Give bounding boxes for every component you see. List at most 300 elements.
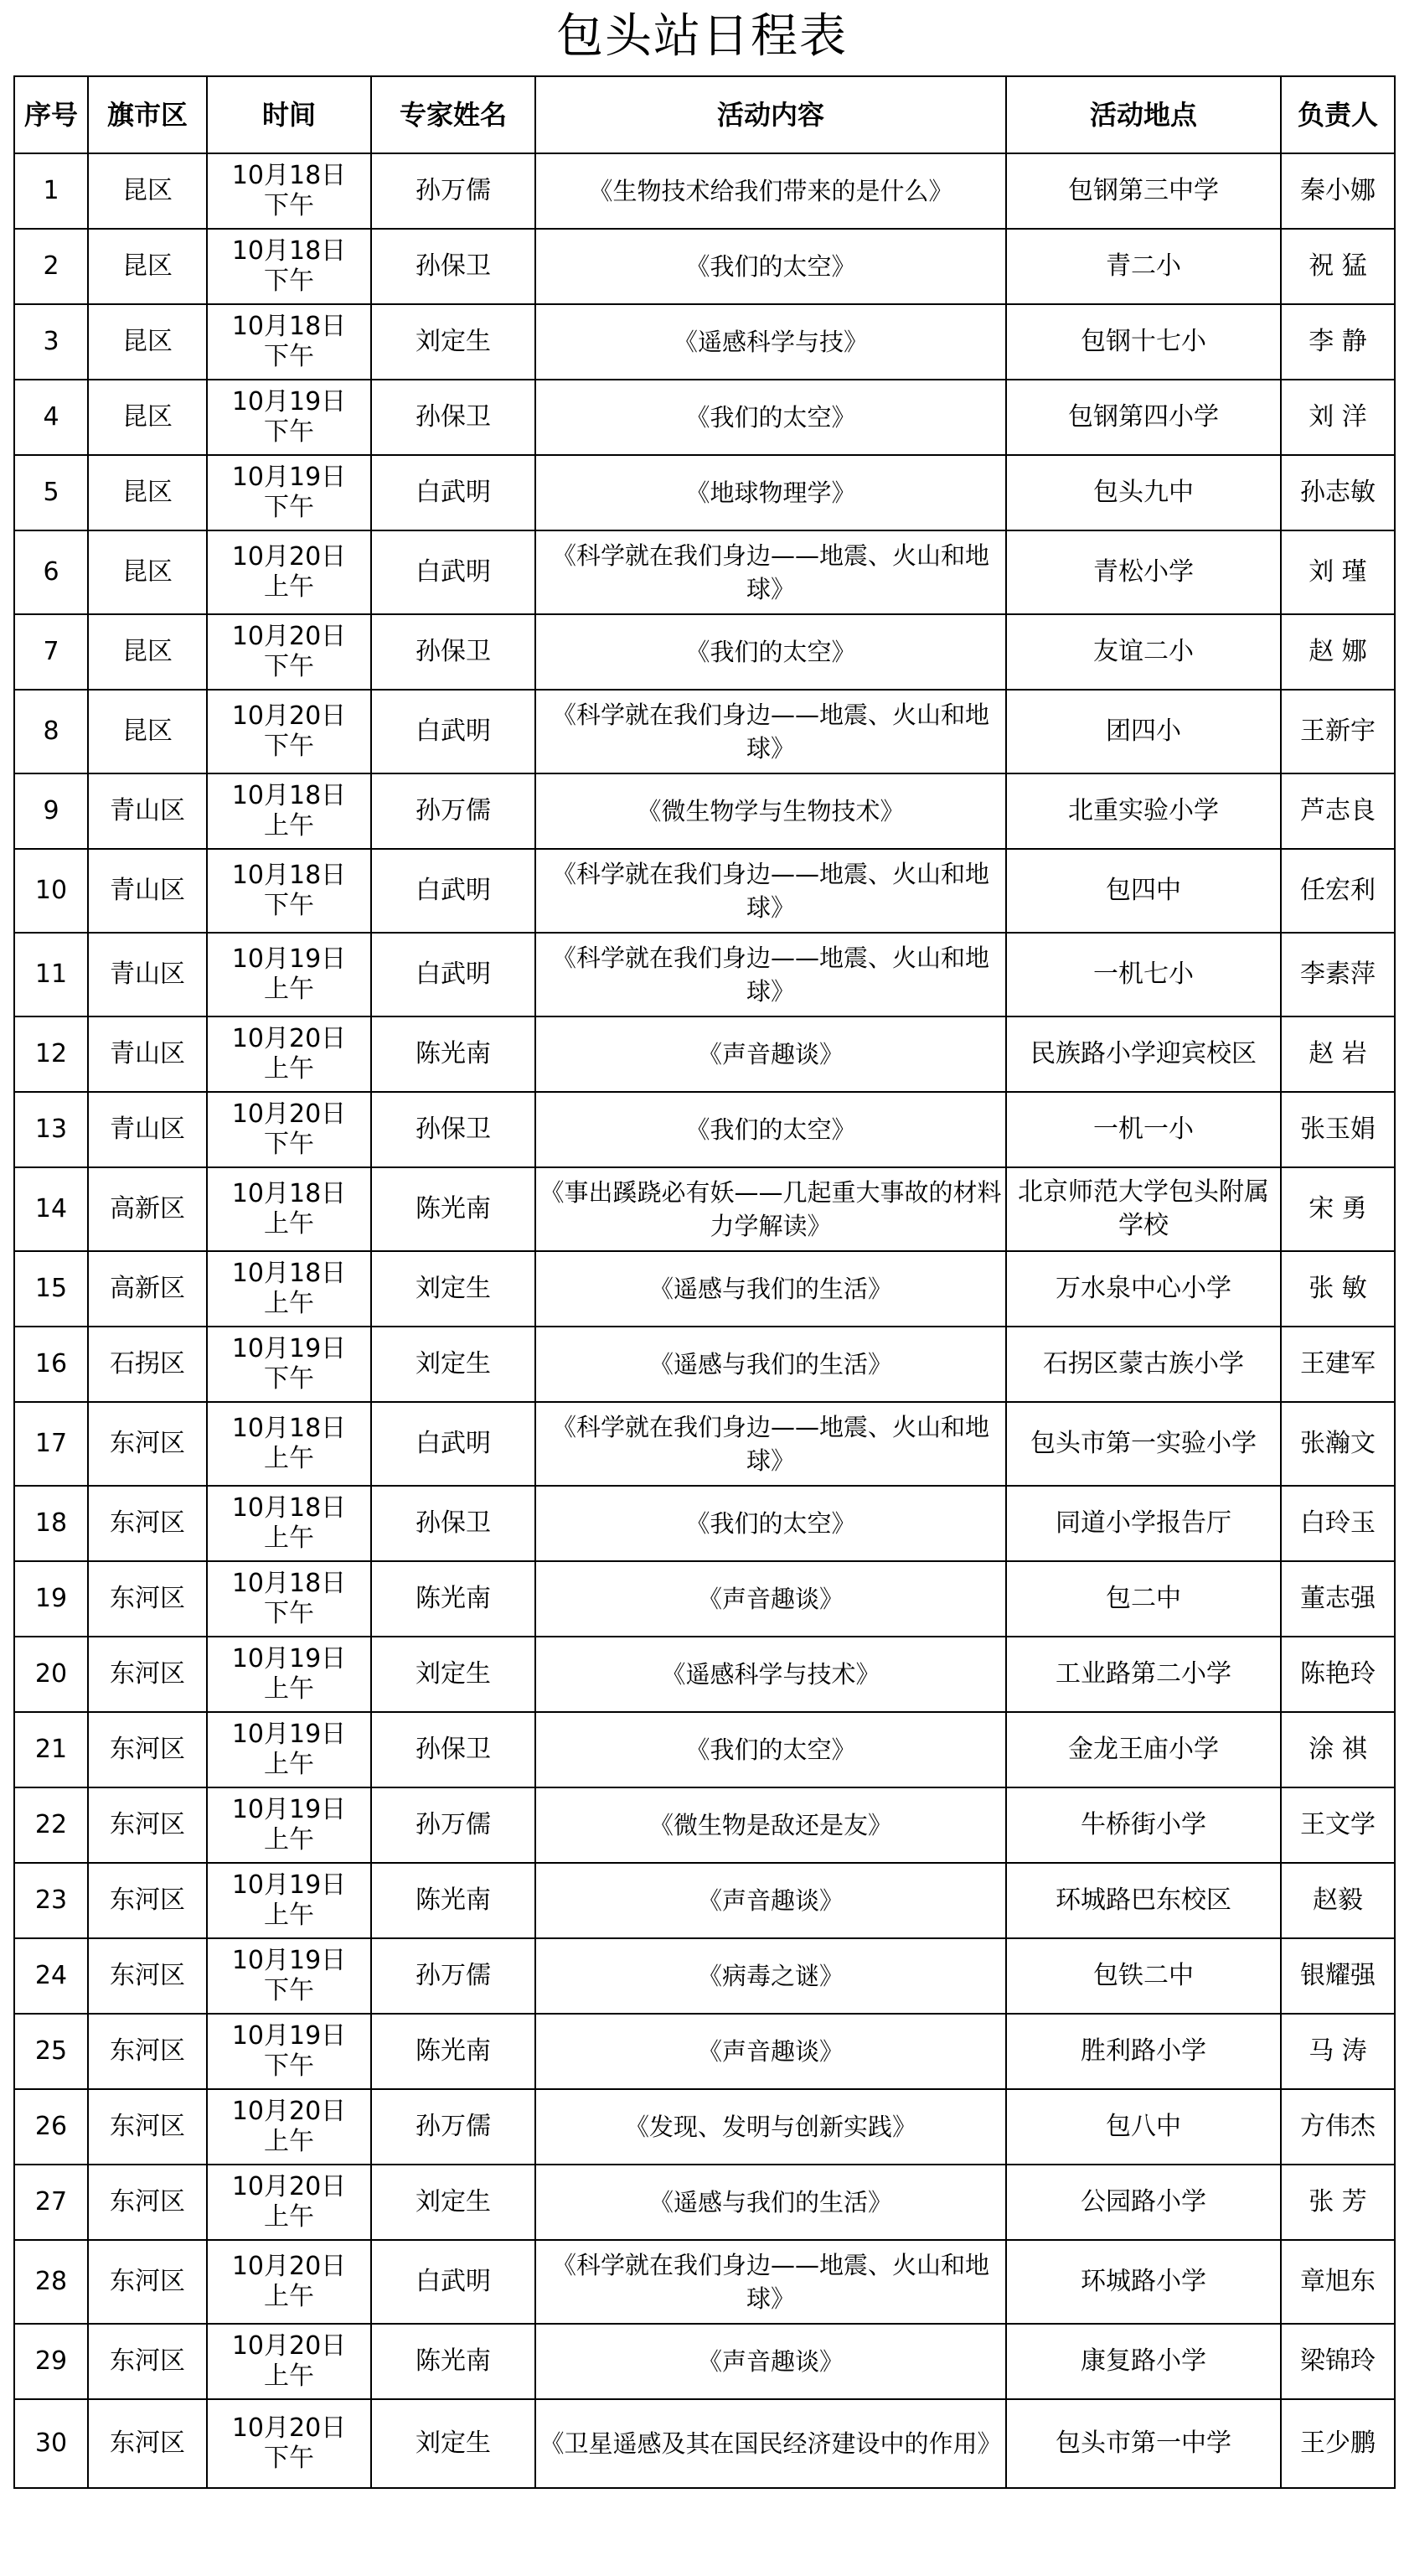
- table-row: [14, 1863, 1395, 1938]
- cell-lead: 李素萍: [1281, 933, 1395, 1016]
- cell-ampm: 上午: [264, 975, 314, 1004]
- cell-lead: 芦志良: [1281, 773, 1395, 849]
- header-no: 序号: [14, 76, 88, 153]
- table-body: [14, 153, 1395, 2488]
- cell-lead: 李 静: [1281, 304, 1395, 380]
- cell-time: [207, 773, 371, 849]
- cell-date: 10月18日: [231, 861, 347, 890]
- cell-time: [207, 1167, 371, 1251]
- header-district: 旗市区: [88, 76, 207, 153]
- cell-no: 30: [14, 2399, 88, 2488]
- table-row: [14, 1016, 1395, 1092]
- cell-date: 10月18日: [231, 312, 347, 341]
- header-place: 活动地点: [1006, 76, 1281, 153]
- cell-lead: 刘 洋: [1281, 380, 1395, 455]
- table-row: [14, 2014, 1395, 2089]
- cell-place: 友谊二小: [1006, 614, 1281, 690]
- table-row: [14, 1251, 1395, 1327]
- cell-ampm: 上午: [264, 1825, 314, 1854]
- cell-no: 16: [14, 1327, 88, 1402]
- cell-expert: 白武明: [371, 2240, 535, 2324]
- cell-district: 东河区: [88, 1637, 207, 1712]
- header-content: 活动内容: [535, 76, 1006, 153]
- cell-expert: 刘定生: [371, 1327, 535, 1402]
- table-row: [14, 849, 1395, 933]
- cell-no: 21: [14, 1712, 88, 1787]
- cell-content: 《卫星遥感及其在国民经济建设中的作用》: [535, 2399, 1006, 2488]
- cell-place: 牛桥街小学: [1006, 1787, 1281, 1863]
- cell-no: 1: [14, 153, 88, 229]
- cell-lead: 马 涛: [1281, 2014, 1395, 2089]
- cell-no: 7: [14, 614, 88, 690]
- cell-lead: 陈艳玲: [1281, 1637, 1395, 1712]
- cell-no: 12: [14, 1016, 88, 1092]
- table-row: [14, 229, 1395, 304]
- cell-ampm: 下午: [264, 732, 314, 761]
- cell-ampm: 上午: [264, 1289, 314, 1318]
- cell-time: [207, 1402, 371, 1486]
- cell-no: 19: [14, 1561, 88, 1637]
- table-row: [14, 153, 1395, 229]
- cell-time: [207, 2165, 371, 2240]
- cell-time: [207, 455, 371, 530]
- cell-time: [207, 690, 371, 773]
- cell-district: 昆区: [88, 304, 207, 380]
- cell-lead: 梁锦玲: [1281, 2324, 1395, 2399]
- cell-lead: 张瀚文: [1281, 1402, 1395, 1486]
- cell-ampm: 下午: [264, 1976, 314, 2005]
- cell-date: 10月19日: [231, 1870, 347, 1900]
- cell-date: 10月20日: [231, 1024, 347, 1053]
- cell-content: 《病毒之谜》: [535, 1938, 1006, 2014]
- cell-content: 《我们的太空》: [535, 1092, 1006, 1167]
- cell-district: 青山区: [88, 1092, 207, 1167]
- cell-no: 8: [14, 690, 88, 773]
- cell-ampm: 上午: [264, 1209, 314, 1239]
- cell-ampm: 下午: [264, 1364, 314, 1394]
- cell-place: 团四小: [1006, 690, 1281, 773]
- cell-district: 高新区: [88, 1251, 207, 1327]
- cell-no: 15: [14, 1251, 88, 1327]
- cell-expert: 白武明: [371, 933, 535, 1016]
- cell-content: 《科学就在我们身边——地震、火山和地球》: [535, 2240, 1006, 2324]
- cell-date: 10月18日: [231, 781, 347, 810]
- cell-date: 10月19日: [231, 2021, 347, 2051]
- cell-ampm: 下午: [264, 1130, 314, 1159]
- table-row: [14, 690, 1395, 773]
- cell-time: [207, 1637, 371, 1712]
- header-lead: 负责人: [1281, 76, 1395, 153]
- cell-place: 石拐区蒙古族小学: [1006, 1327, 1281, 1402]
- cell-district: 昆区: [88, 455, 207, 530]
- header-row: [14, 76, 1395, 153]
- cell-time: [207, 1787, 371, 1863]
- cell-district: 昆区: [88, 530, 207, 614]
- cell-district: 东河区: [88, 1402, 207, 1486]
- cell-place: 包钢第四小学: [1006, 380, 1281, 455]
- cell-lead: 赵 岩: [1281, 1016, 1395, 1092]
- cell-place: 康复路小学: [1006, 2324, 1281, 2399]
- cell-place: 环城路巴东校区: [1006, 1863, 1281, 1938]
- cell-expert: 孙保卫: [371, 1092, 535, 1167]
- cell-district: 东河区: [88, 2165, 207, 2240]
- cell-lead: 章旭东: [1281, 2240, 1395, 2324]
- cell-expert: 刘定生: [371, 1251, 535, 1327]
- cell-content: 《我们的太空》: [535, 380, 1006, 455]
- table-row: [14, 2240, 1395, 2324]
- cell-content: 《微生物是敌还是友》: [535, 1787, 1006, 1863]
- cell-time: [207, 614, 371, 690]
- cell-place: 包钢第三中学: [1006, 153, 1281, 229]
- table-row: [14, 2089, 1395, 2165]
- cell-expert: 孙万儒: [371, 1938, 535, 2014]
- cell-date: 10月20日: [231, 622, 347, 651]
- cell-ampm: 下午: [264, 891, 314, 920]
- cell-district: 高新区: [88, 1167, 207, 1251]
- cell-content: 《遥感与我们的生活》: [535, 2165, 1006, 2240]
- cell-lead: 涂 祺: [1281, 1712, 1395, 1787]
- table-row: [14, 2165, 1395, 2240]
- cell-ampm: 上午: [264, 2282, 314, 2311]
- cell-district: 昆区: [88, 380, 207, 455]
- cell-lead: 白玲玉: [1281, 1486, 1395, 1561]
- cell-place: 万水泉中心小学: [1006, 1251, 1281, 1327]
- cell-time: [207, 2240, 371, 2324]
- cell-district: 昆区: [88, 153, 207, 229]
- table-row: [14, 1712, 1395, 1787]
- cell-expert: 孙万儒: [371, 153, 535, 229]
- cell-ampm: 下午: [264, 493, 314, 522]
- cell-content: 《遥感科学与技术》: [535, 1637, 1006, 1712]
- cell-place: 北重实验小学: [1006, 773, 1281, 849]
- cell-place: 包二中: [1006, 1561, 1281, 1637]
- table-row: [14, 1637, 1395, 1712]
- cell-expert: 刘定生: [371, 2399, 535, 2488]
- cell-expert: 陈光南: [371, 2324, 535, 2399]
- cell-expert: 孙万儒: [371, 773, 535, 849]
- table-row: [14, 1092, 1395, 1167]
- cell-lead: 张玉娟: [1281, 1092, 1395, 1167]
- cell-date: 10月20日: [231, 2252, 347, 2281]
- cell-lead: 张 芳: [1281, 2165, 1395, 2240]
- cell-district: 东河区: [88, 2240, 207, 2324]
- table-row: [14, 1402, 1395, 1486]
- cell-place: 包八中: [1006, 2089, 1281, 2165]
- cell-date: 10月20日: [231, 2097, 347, 2126]
- cell-time: [207, 1486, 371, 1561]
- table-row: [14, 1486, 1395, 1561]
- cell-district: 东河区: [88, 1712, 207, 1787]
- cell-content: 《遥感与我们的生活》: [535, 1327, 1006, 1402]
- cell-expert: 白武明: [371, 455, 535, 530]
- cell-no: 26: [14, 2089, 88, 2165]
- cell-date: 10月20日: [231, 2331, 347, 2361]
- cell-time: [207, 153, 371, 229]
- cell-date: 10月18日: [231, 161, 347, 190]
- cell-expert: 陈光南: [371, 1167, 535, 1251]
- cell-no: 3: [14, 304, 88, 380]
- cell-content: 《我们的太空》: [535, 614, 1006, 690]
- cell-ampm: 上午: [264, 1750, 314, 1779]
- cell-date: 10月19日: [231, 387, 347, 416]
- cell-district: 东河区: [88, 1787, 207, 1863]
- cell-ampm: 上午: [264, 1901, 314, 1930]
- cell-date: 10月18日: [231, 1414, 347, 1443]
- cell-place: 同道小学报告厅: [1006, 1486, 1281, 1561]
- cell-district: 东河区: [88, 1938, 207, 2014]
- header-expert: 专家姓名: [371, 76, 535, 153]
- cell-time: [207, 1327, 371, 1402]
- cell-content: 《声音趣谈》: [535, 1863, 1006, 1938]
- cell-lead: 宋 勇: [1281, 1167, 1395, 1251]
- cell-content: 《遥感科学与技》: [535, 304, 1006, 380]
- cell-time: [207, 380, 371, 455]
- cell-place: 包头市第一实验小学: [1006, 1402, 1281, 1486]
- cell-lead: 任宏利: [1281, 849, 1395, 933]
- cell-expert: 白武明: [371, 849, 535, 933]
- cell-date: 10月19日: [231, 1720, 347, 1749]
- header-time: 时间: [207, 76, 371, 153]
- cell-no: 2: [14, 229, 88, 304]
- cell-ampm: 下午: [264, 2444, 314, 2473]
- cell-date: 10月18日: [231, 236, 347, 266]
- cell-place: 一机一小: [1006, 1092, 1281, 1167]
- table-row: [14, 2324, 1395, 2399]
- cell-content: 《事出蹊跷必有妖——几起重大事故的材料力学解读》: [535, 1167, 1006, 1251]
- cell-district: 昆区: [88, 229, 207, 304]
- cell-content: 《地球物理学》: [535, 455, 1006, 530]
- cell-content: 《科学就在我们身边——地震、火山和地球》: [535, 849, 1006, 933]
- cell-no: 28: [14, 2240, 88, 2324]
- cell-ampm: 下午: [264, 342, 314, 371]
- cell-expert: 陈光南: [371, 1016, 535, 1092]
- cell-no: 24: [14, 1938, 88, 2014]
- table-row: [14, 614, 1395, 690]
- cell-place: 胜利路小学: [1006, 2014, 1281, 2089]
- cell-place: 金龙王庙小学: [1006, 1712, 1281, 1787]
- cell-time: [207, 1938, 371, 2014]
- cell-no: 17: [14, 1402, 88, 1486]
- cell-date: 10月20日: [231, 701, 347, 731]
- cell-lead: 王建军: [1281, 1327, 1395, 1402]
- cell-date: 10月19日: [231, 1334, 347, 1363]
- table-row: [14, 2399, 1395, 2488]
- cell-content: 《科学就在我们身边——地震、火山和地球》: [535, 530, 1006, 614]
- cell-content: 《声音趣谈》: [535, 1016, 1006, 1092]
- cell-ampm: 下午: [264, 652, 314, 681]
- cell-time: [207, 849, 371, 933]
- cell-date: 10月19日: [231, 1795, 347, 1824]
- cell-lead: 王文学: [1281, 1787, 1395, 1863]
- cell-no: 5: [14, 455, 88, 530]
- cell-place: 包头九中: [1006, 455, 1281, 530]
- cell-place: 包铁二中: [1006, 1938, 1281, 2014]
- cell-ampm: 上午: [264, 2361, 314, 2391]
- cell-ampm: 上午: [264, 2127, 314, 2156]
- cell-no: 18: [14, 1486, 88, 1561]
- cell-place: 一机七小: [1006, 933, 1281, 1016]
- page-title: 包头站日程表: [556, 9, 848, 64]
- cell-place: 包四中: [1006, 849, 1281, 933]
- cell-date: 10月18日: [231, 1493, 347, 1523]
- cell-place: 包头市第一中学: [1006, 2399, 1281, 2488]
- cell-time: [207, 1712, 371, 1787]
- cell-district: 东河区: [88, 1561, 207, 1637]
- cell-district: 青山区: [88, 773, 207, 849]
- cell-no: 11: [14, 933, 88, 1016]
- cell-expert: 孙保卫: [371, 614, 535, 690]
- cell-time: [207, 933, 371, 1016]
- cell-lead: 王少鹏: [1281, 2399, 1395, 2488]
- cell-lead: 张 敏: [1281, 1251, 1395, 1327]
- cell-date: 10月20日: [231, 2172, 347, 2201]
- cell-expert: 孙保卫: [371, 1486, 535, 1561]
- cell-expert: 陈光南: [371, 1561, 535, 1637]
- schedule-table: [13, 75, 1396, 2489]
- table-row: [14, 773, 1395, 849]
- cell-lead: 刘 瑾: [1281, 530, 1395, 614]
- table-row: [14, 1787, 1395, 1863]
- cell-expert: 白武明: [371, 530, 535, 614]
- cell-place: 环城路小学: [1006, 2240, 1281, 2324]
- table-row: [14, 304, 1395, 380]
- cell-ampm: 下午: [264, 1599, 314, 1628]
- cell-place: 北京师范大学包头附属学校: [1006, 1167, 1281, 1251]
- cell-expert: 孙万儒: [371, 1787, 535, 1863]
- cell-district: 东河区: [88, 2399, 207, 2488]
- cell-district: 东河区: [88, 2324, 207, 2399]
- table-row: [14, 1167, 1395, 1251]
- table-row: [14, 1561, 1395, 1637]
- cell-expert: 刘定生: [371, 1637, 535, 1712]
- cell-time: [207, 2014, 371, 2089]
- cell-expert: 白武明: [371, 690, 535, 773]
- cell-content: 《发现、发明与创新实践》: [535, 2089, 1006, 2165]
- cell-expert: 陈光南: [371, 2014, 535, 2089]
- cell-no: 13: [14, 1092, 88, 1167]
- cell-time: [207, 1092, 371, 1167]
- cell-place: 青二小: [1006, 229, 1281, 304]
- cell-time: [207, 229, 371, 304]
- cell-no: 20: [14, 1637, 88, 1712]
- cell-time: [207, 1251, 371, 1327]
- cell-no: 22: [14, 1787, 88, 1863]
- cell-no: 14: [14, 1167, 88, 1251]
- cell-ampm: 上午: [264, 2202, 314, 2232]
- cell-content: 《生物技术给我们带来的是什么》: [535, 153, 1006, 229]
- cell-place: 青松小学: [1006, 530, 1281, 614]
- cell-expert: 孙保卫: [371, 1712, 535, 1787]
- cell-date: 10月20日: [231, 1099, 347, 1129]
- cell-content: 《科学就在我们身边——地震、火山和地球》: [535, 1402, 1006, 1486]
- cell-expert: 白武明: [371, 1402, 535, 1486]
- cell-district: 昆区: [88, 614, 207, 690]
- cell-no: 10: [14, 849, 88, 933]
- cell-content: 《声音趣谈》: [535, 2014, 1006, 2089]
- cell-district: 昆区: [88, 690, 207, 773]
- cell-lead: 赵毅: [1281, 1863, 1395, 1938]
- cell-time: [207, 2089, 371, 2165]
- cell-date: 10月20日: [231, 2413, 347, 2443]
- cell-time: [207, 1016, 371, 1092]
- cell-ampm: 上午: [264, 1523, 314, 1553]
- cell-date: 10月18日: [231, 1259, 347, 1288]
- cell-lead: 银耀强: [1281, 1938, 1395, 2014]
- cell-content: 《我们的太空》: [535, 1712, 1006, 1787]
- cell-district: 东河区: [88, 2014, 207, 2089]
- cell-lead: 王新宇: [1281, 690, 1395, 773]
- cell-ampm: 下午: [264, 2051, 314, 2081]
- cell-place: 工业路第二小学: [1006, 1637, 1281, 1712]
- cell-date: 10月18日: [231, 1179, 347, 1208]
- cell-expert: 刘定生: [371, 2165, 535, 2240]
- cell-ampm: 上午: [264, 811, 314, 841]
- cell-date: 10月19日: [231, 463, 347, 492]
- table-row: [14, 1327, 1395, 1402]
- cell-date: 10月19日: [231, 1946, 347, 1975]
- cell-date: 10月19日: [231, 944, 347, 974]
- cell-district: 东河区: [88, 2089, 207, 2165]
- cell-lead: 秦小娜: [1281, 153, 1395, 229]
- cell-ampm: 下午: [264, 417, 314, 447]
- cell-expert: 陈光南: [371, 1863, 535, 1938]
- table-row: [14, 380, 1395, 455]
- cell-ampm: 上午: [264, 1674, 314, 1704]
- cell-district: 青山区: [88, 849, 207, 933]
- cell-place: 民族路小学迎宾校区: [1006, 1016, 1281, 1092]
- cell-expert: 孙万儒: [371, 2089, 535, 2165]
- cell-time: [207, 1561, 371, 1637]
- cell-date: 10月19日: [231, 1644, 347, 1673]
- cell-content: 《科学就在我们身边——地震、火山和地球》: [535, 690, 1006, 773]
- cell-no: 23: [14, 1863, 88, 1938]
- cell-no: 9: [14, 773, 88, 849]
- cell-place: 包钢十七小: [1006, 304, 1281, 380]
- cell-content: 《微生物学与生物技术》: [535, 773, 1006, 849]
- table-row: [14, 1938, 1395, 2014]
- table-row: [14, 530, 1395, 614]
- cell-ampm: 下午: [264, 191, 314, 220]
- cell-lead: 赵 娜: [1281, 614, 1395, 690]
- cell-place: 公园路小学: [1006, 2165, 1281, 2240]
- table-row: [14, 933, 1395, 1016]
- cell-no: 27: [14, 2165, 88, 2240]
- cell-content: 《遥感与我们的生活》: [535, 1251, 1006, 1327]
- cell-date: 10月18日: [231, 1569, 347, 1598]
- cell-ampm: 上午: [264, 1444, 314, 1473]
- cell-lead: 孙志敏: [1281, 455, 1395, 530]
- table-row: [14, 455, 1395, 530]
- cell-district: 青山区: [88, 1016, 207, 1092]
- cell-no: 29: [14, 2324, 88, 2399]
- cell-content: 《科学就在我们身边——地震、火山和地球》: [535, 933, 1006, 1016]
- cell-lead: 祝 猛: [1281, 229, 1395, 304]
- cell-no: 4: [14, 380, 88, 455]
- cell-time: [207, 2324, 371, 2399]
- cell-no: 25: [14, 2014, 88, 2089]
- cell-lead: 董志强: [1281, 1561, 1395, 1637]
- cell-expert: 孙保卫: [371, 380, 535, 455]
- cell-district: 石拐区: [88, 1327, 207, 1402]
- cell-ampm: 下午: [264, 266, 314, 296]
- cell-date: 10月20日: [231, 542, 347, 572]
- cell-expert: 刘定生: [371, 304, 535, 380]
- cell-ampm: 上午: [264, 1054, 314, 1084]
- cell-time: [207, 530, 371, 614]
- cell-expert: 孙保卫: [371, 229, 535, 304]
- cell-lead: 方伟杰: [1281, 2089, 1395, 2165]
- cell-district: 东河区: [88, 1486, 207, 1561]
